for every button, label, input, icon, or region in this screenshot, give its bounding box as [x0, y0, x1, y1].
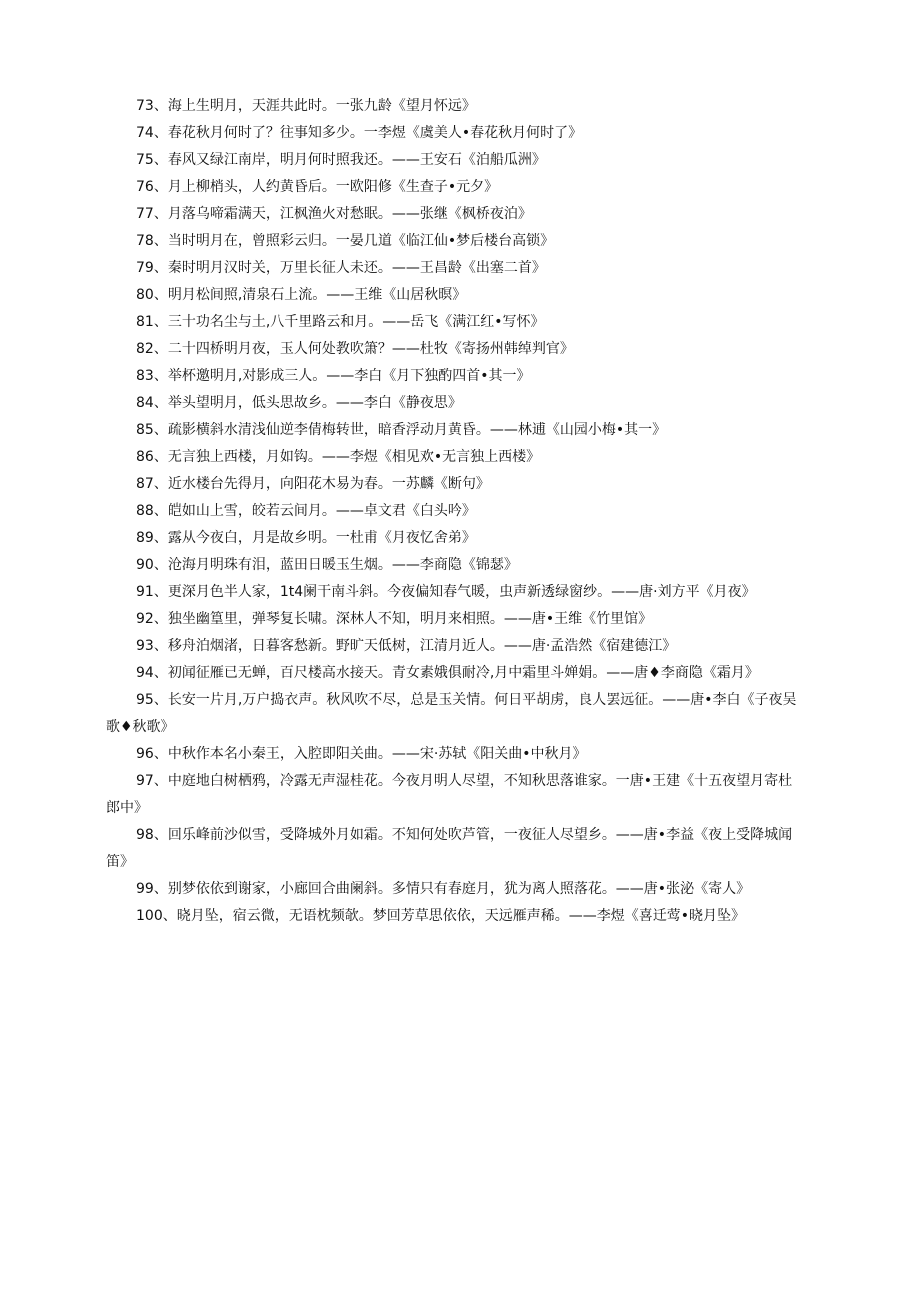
poem-line-90: 90、沧海月明珠有泪，蓝田日暖玉生烟。——李商隐《锦瑟》	[136, 557, 518, 573]
poem-line-87: 87、近水楼台先得月，向阳花木易为春。一苏麟《断句》	[136, 476, 490, 492]
poem-line-95: 95、长安一片月,万户捣衣声。秋风吹不尽，总是玉关情。何日平胡虏，良人罢远征。——唐•李白《子夜吴歌♦秋歌》	[106, 692, 797, 735]
poem-line-76: 76、月上柳梢头，人约黄昏后。一欧阳修《生查子•元夕》	[136, 179, 499, 195]
poem-line-88: 88、皑如山上雪，皎若云间月。——卓文君《白头吟》	[136, 503, 476, 519]
poem-line-92: 92、独坐幽篁里，弹琴复长啸。深林人不知，明月来相照。——唐•王维《竹里馆》	[136, 611, 653, 627]
poem-line-84: 84、举头望明月，低头思故乡。——李白《静夜思》	[136, 395, 462, 411]
poem-line-79: 79、秦时明月汉时关，万里长征人未还。——王昌龄《出塞二首》	[136, 260, 546, 276]
poem-line-93: 93、移舟泊烟渚，日暮客愁新。野旷天低树，江清月近人。——唐·孟浩然《宿建德江》	[136, 638, 677, 654]
poem-line-77: 77、月落乌啼霜满天，江枫渔火对愁眠。——张继《枫桥夜泊》	[136, 206, 532, 222]
poem-line-97: 97、中庭地白树栖鸦，冷露无声湿桂花。今夜月明人尽望，不知秋思落谁家。一唐•王建《十五夜望月寄杜郎中》	[106, 773, 793, 816]
poem-line-94: 94、初闻征雁已无蝉，百尺楼高水接天。青女素娥俱耐冷,月中霜里斗婵娟。——唐♦李商隐《霜月》	[136, 665, 759, 681]
poem-line-73: 73、海上生明月，天涯共此时。一张九龄《望月怀远》	[136, 98, 476, 114]
poem-line-75: 75、春风又绿江南岸，明月何时照我还。——王安石《泊船瓜洲》	[136, 152, 546, 168]
poem-list	[106, 93, 806, 930]
poem-line-99: 99、别梦依依到谢家，小廊回合曲阑斜。多情只有春庭月，犹为离人照落花。——唐•张泌《寄人》	[136, 881, 751, 897]
poem-line-82: 82、二十四桥明月夜，玉人何处教吹箫？——杜牧《寄扬州韩绰判官》	[136, 341, 574, 357]
poem-line-96: 96、中秋作本名小秦王，入腔即阳关曲。——宋·苏轼《阳关曲•中秋月》	[136, 746, 587, 762]
poem-line-80: 80、明月松间照,清泉石上流。——王维《山居秋暝》	[136, 287, 467, 303]
poem-line-91: 91、更深月色半人家，1t4阑干南斗斜。今夜偏知春气暖，虫声新透绿窗纱。——唐·刘方平《月夜》	[136, 584, 756, 600]
poem-line-81: 81、三十功名尘与土,八千里路云和月。——岳飞《满江红•写怀》	[136, 314, 545, 330]
poem-line-100: 100、晓月坠，宿云微，无语枕频欹。梦回芳草思依依，天远雁声稀。——李煜《喜迁莺•晓月坠》	[136, 908, 745, 924]
poem-line-74: 74、春花秋月何时了？往事知多少。一李煜《虞美人•春花秋月何时了》	[136, 125, 583, 141]
poem-line-89: 89、露从今夜白，月是故乡明。一杜甫《月夜忆舍弟》	[136, 530, 476, 546]
poem-line-78: 78、当时明月在，曾照彩云归。一晏几道《临江仙•梦后楼台高锁》	[136, 233, 555, 249]
poem-line-85: 85、疏影横斜水清浅仙逆李倩梅转世，暗香浮动月黄昏。——林逋《山园小梅•其一》	[136, 422, 667, 438]
poem-line-83: 83、举杯邀明月,对影成三人。——李白《月下独酌四首•其一》	[136, 368, 531, 384]
poem-line-86: 86、无言独上西楼，月如钩。——李煜《相见欢•无言独上西楼》	[136, 449, 541, 465]
poem-line-98: 98、回乐峰前沙似雪，受降城外月如霜。不知何处吹芦管，一夜征人尽望乡。——唐•李益《夜上受降城闻笛》	[106, 827, 793, 870]
